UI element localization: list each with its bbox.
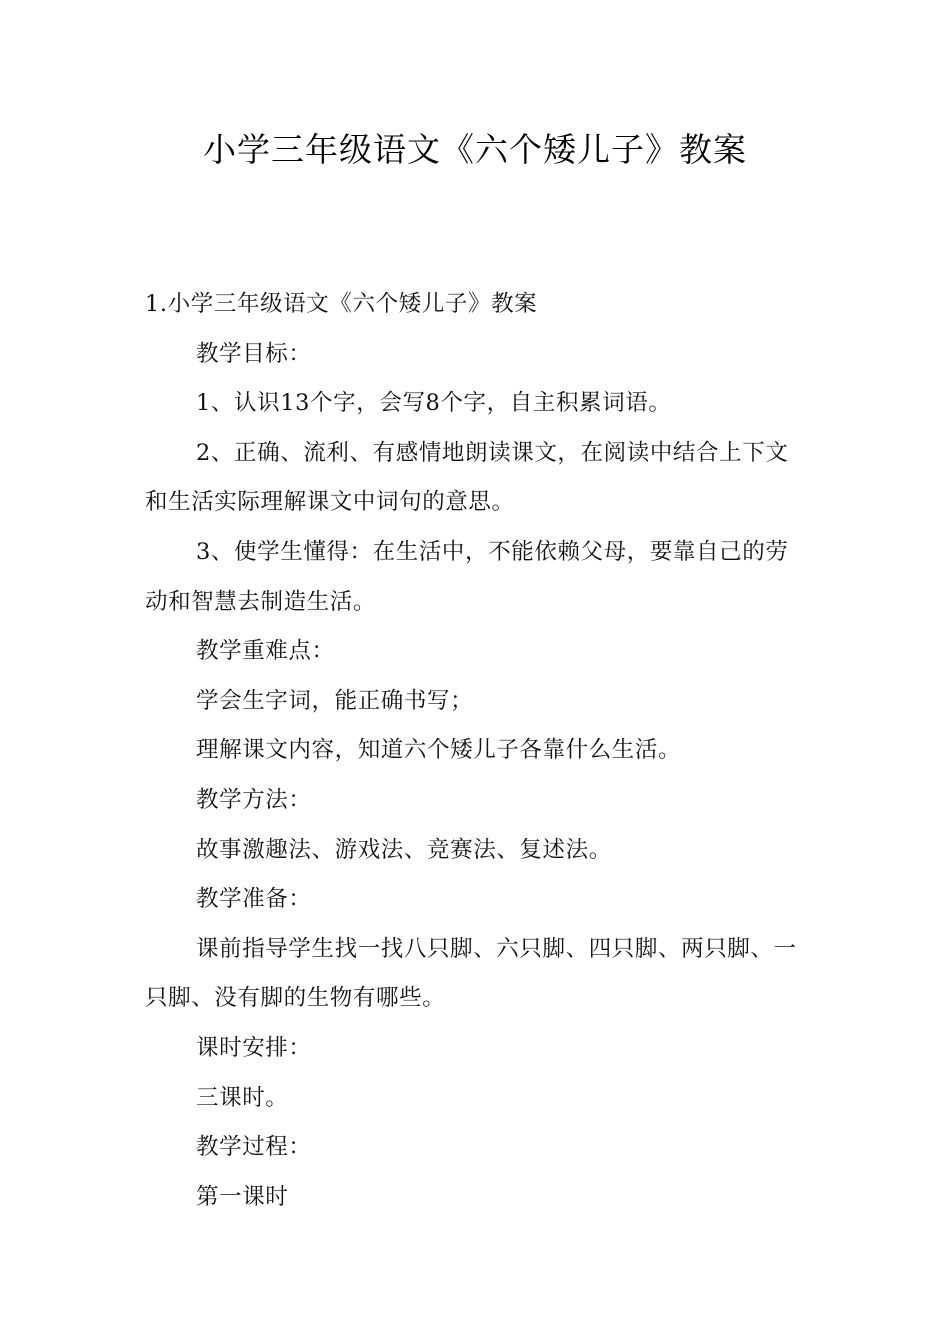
document-body [145,280,810,1222]
paragraph-key-points-label: 教学重难点： [196,638,335,665]
section-heading: 1.小学三年级语文《六个矮儿子》教案 [145,291,538,317]
paragraph-teaching-goals-label: 教学目标： [196,340,312,367]
paragraph-goal-2: 2、正确、流利、有感情地朗读课文，在阅读中结合上下文和生活实际理解课文中词句的意思。 [145,439,789,516]
document-title: 小学三年级语文《六个矮儿子》教案 [203,130,747,169]
paragraph-methods: 故事激趣法、游戏法、竞赛法、复述法。 [196,836,612,863]
paragraph-process-label: 教学过程： [196,1134,312,1161]
paragraph-goal-3: 3、使学生懂得：在生活中，不能依赖父母，要靠自己的劳动和智慧去制造生活。 [145,538,789,615]
paragraph-first-lesson: 第一课时 [196,1183,289,1210]
paragraph-preparation-label: 教学准备： [196,886,312,913]
paragraph-schedule-label: 课时安排： [196,1034,312,1061]
paragraph-key-point-1: 学会生字词，能正确书写； [196,687,474,714]
paragraph-preparation: 课前指导学生找一找八只脚、六只脚、四只脚、两只脚、一只脚、没有脚的生物有哪些。 [145,935,797,1012]
paragraph-key-point-2: 理解课文内容，知道六个矮儿子各靠什么生活。 [196,737,682,764]
paragraph-methods-label: 教学方法： [196,786,312,813]
paragraph-goal-1: 1、认识13个字，会写8个字，自主积累词语。 [196,390,672,417]
paragraph-schedule: 三课时。 [196,1084,289,1111]
